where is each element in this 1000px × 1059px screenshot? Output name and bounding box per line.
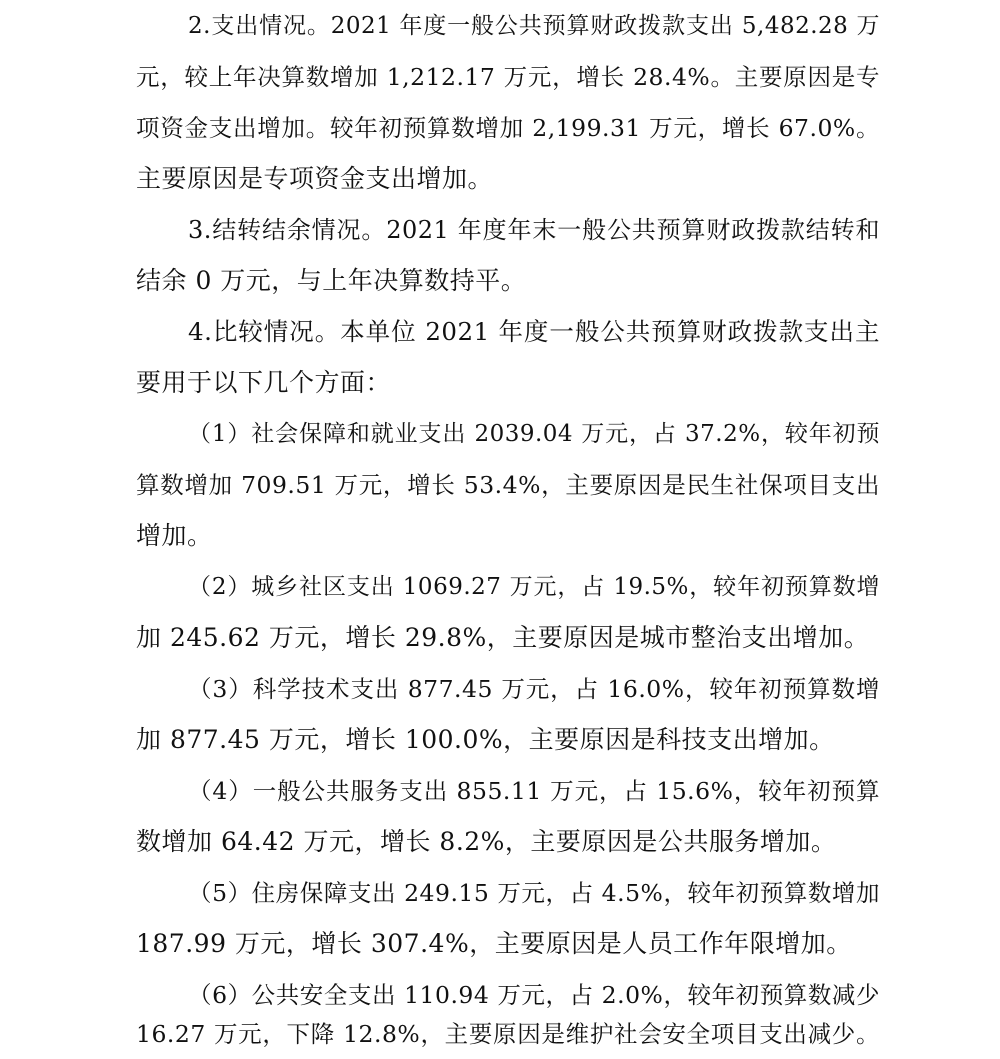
paragraph-expenditure-line-1: 2.支出情况。2021 年度一般公共预算财政拨款支出 5,482.28 万 [188, 13, 880, 39]
paragraph-comparison-line-2: 要用于以下几个方面： [136, 368, 392, 397]
item-6-line-2: 16.27 万元，下降 12.8%，主要原因是维护社会安全项目支出减少。 [136, 1020, 880, 1048]
item-4-line-1: （4）一般公共服务支出 855.11 万元，占 15.6%，较年初预算 [188, 777, 880, 805]
item-1-line-1: （1）社会保障和就业支出 2039.04 万元，占 37.2%，较年初预 [188, 421, 880, 447]
item-3-line-1: （3）科学技术支出 877.45 万元，占 16.0%，较年初预算数增 [188, 675, 880, 703]
item-1-line-3: 增加。 [136, 521, 213, 550]
item-2-line-2: 加 245.62 万元，增长 29.8%，主要原因是城市整治支出增加。 [136, 623, 870, 652]
paragraph-carryover-line-1: 3.结转结余情况。2021 年度年末一般公共预算财政拨款结转和 [188, 216, 880, 244]
item-1-line-2: 算数增加 709.51 万元，增长 53.4%，主要原因是民生社保项目支出 [136, 471, 880, 499]
paragraph-expenditure-line-3: 项资金支出增加。较年初预算数增加 2,199.31 万元，增长 67.0%。 [136, 114, 880, 142]
item-4-line-2: 数增加 64.42 万元，增长 8.2%，主要原因是公共服务增加。 [136, 827, 837, 856]
paragraph-carryover-line-2: 结余 0 万元，与上年决算数持平。 [136, 266, 527, 295]
paragraph-expenditure-line-4: 主要原因是专项资金支出增加。 [136, 164, 494, 193]
item-2-line-1: （2）城乡社区支出 1069.27 万元，占 19.5%，较年初预算数增 [188, 574, 880, 600]
paragraph-expenditure-line-2: 元，较上年决算数增加 1,212.17 万元，增长 28.4%。主要原因是专 [136, 63, 880, 91]
paragraph-comparison-line-1: 4.比较情况。本单位 2021 年度一般公共预算财政拨款支出主 [188, 317, 880, 346]
item-5-line-2: 187.99 万元，增长 307.4%，主要原因是人员工作年限增加。 [136, 929, 852, 958]
item-5-line-1: （5）住房保障支出 249.15 万元，占 4.5%，较年初预算数增加 [188, 879, 880, 907]
item-3-line-2: 加 877.45 万元，增长 100.0%，主要原因是科技支出增加。 [136, 725, 835, 754]
item-6-line-1: （6）公共安全支出 110.94 万元，占 2.0%，较年初预算数减少 [188, 981, 880, 1009]
